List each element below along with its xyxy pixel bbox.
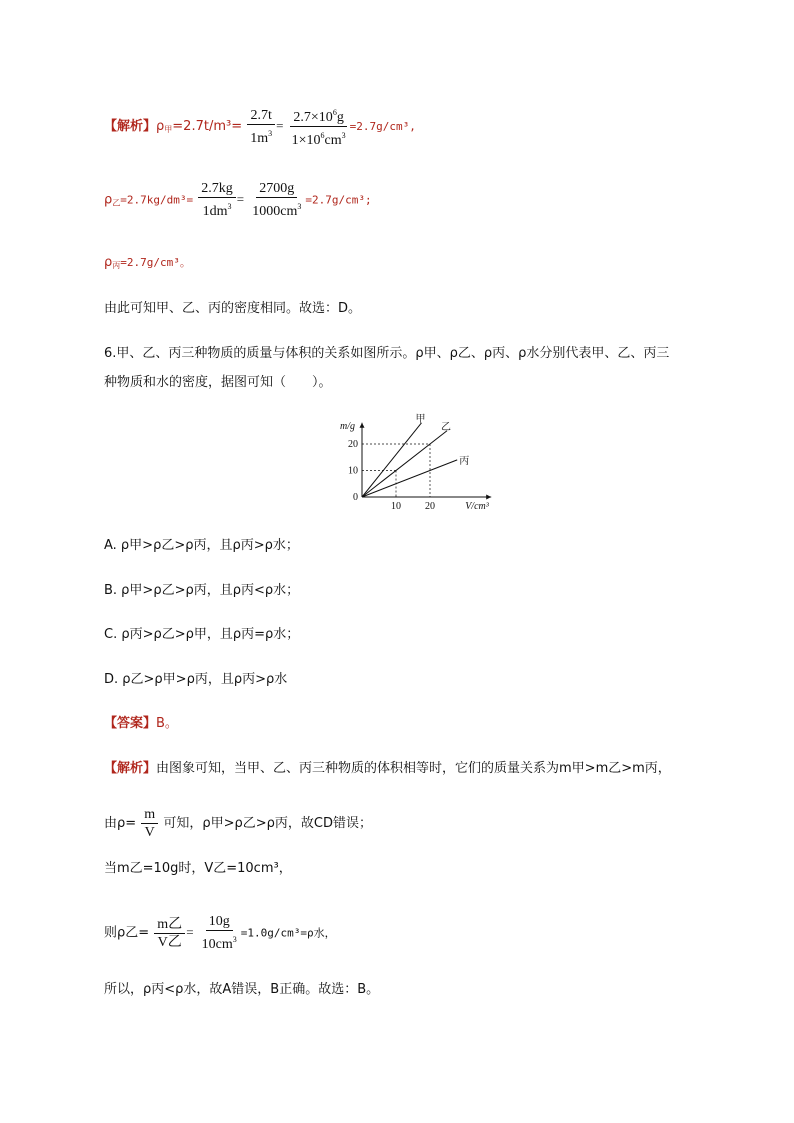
y-tick-label-1: 10 [348,465,358,477]
y-tick-label-2: 20 [348,439,358,450]
fraction-m-yi-over-v-yi: $\frac{\text{m乙}}{\text{V乙}}$ [154,916,185,951]
explanation-line-1: 【解析】由图象可知，当甲、乙、丙三种物质的体积相等时，它们的质量关系为m甲>m乙>m丙， [104,761,671,776]
series-line-1 [362,431,447,497]
fraction-2-7t-over-1m3: $\frac{2.7t}{1m^3}$ [247,107,275,147]
question-6-line-1: 6.甲、乙、丙三种物质的质量与体积的关系如图所示。ρ甲、ρ乙、ρ丙、ρ水分别代表甲、乙、丙三 [104,346,670,361]
x-tick-label-1: 20 [425,501,435,512]
explanation-line-5: 所以，ρ丙<ρ水，故A错误，B正确。故选：B。 [104,982,380,997]
solution-line-rho-jia: 【解析】$\rho_甲=2.7t/m^3=$ $\frac{2.7t}{1m^3}$ = $\frac{2.7\times 10^6g}{1\times 10^6cm^3}$ =2.7g/cm³, [104,104,416,149]
fraction-unit-conversion: $\frac{2.7\times 10^6g}{1\times 10^6cm^3}$ [289,104,349,149]
question-6-line-2: 种物质和水的密度，据图可知（ ）。 [104,375,332,390]
series-label-1: 乙 [441,421,451,433]
y-axis-label: m/g [340,420,355,432]
analysis-bracket: 【解析】 [104,119,157,134]
y-axis-arrow [360,423,365,428]
fraction-2700g-over-1000cm3: $\frac{2700g}{1000cm^3}$ [252,181,302,219]
answer-line [104,715,178,733]
fraction-m-over-v: $\frac{m}{V}$ [141,806,158,841]
option-a: A. ρ甲>ρ乙>ρ丙，且ρ丙>ρ水； [104,538,299,553]
fraction-2-7kg-over-1dm3: $\frac{2.7kg}{1dm^3}$ [198,180,236,220]
explanation-line-3: 当m乙=10g时，V乙=10cm³， [104,861,292,876]
x-tick-label-0: 10 [391,501,401,512]
explanation-line-2: 由ρ= $\frac{m}{V}$ 可知，ρ甲>ρ乙>ρ丙，故CD错误； [104,807,372,840]
explanation-bracket: 【解析】 [104,761,157,776]
solution-line-rho-bing: $\rho_丙=2.7g$/cm³。 [104,255,191,270]
option-b: B. ρ甲>ρ乙>ρ丙，且ρ丙<ρ水； [104,583,300,598]
option-c: C. ρ丙>ρ乙>ρ甲，且ρ丙=ρ水； [104,627,300,642]
answer-bracket: 【答案】 [104,716,157,731]
answer-value: B。 [156,716,178,731]
mass-volume-chart [336,413,489,514]
solution-conclusion: 由此可知甲、乙、丙的密度相同。故选：D。 [104,301,362,316]
y-tick-label-0: 0 [353,492,358,503]
series-label-0: 甲 [415,413,426,425]
option-d: D. ρ乙>ρ甲>ρ丙，且ρ丙>ρ水 [104,672,288,687]
explanation-line-4: 则ρ乙= $\frac{\text{m乙}}{\text{V乙}}$ = $\frac{10g}{10cm^3}$ =1.0g/cm³=ρ水， [104,914,336,952]
x-axis-arrow [486,495,491,500]
series-label-2: 丙 [459,455,470,467]
solution-line-rho-yi: $\rho_乙=2.7kg/dm^3=$ $\frac{2.7kg}{1dm^3}$ = $\frac{2700g}{1000cm^3}$ =2.7g/cm³; [104,181,372,219]
fraction-10g-over-10cm3: $\frac{10g}{10cm^3}$ [201,914,237,952]
x-axis-label: V/cm³ [465,501,489,512]
